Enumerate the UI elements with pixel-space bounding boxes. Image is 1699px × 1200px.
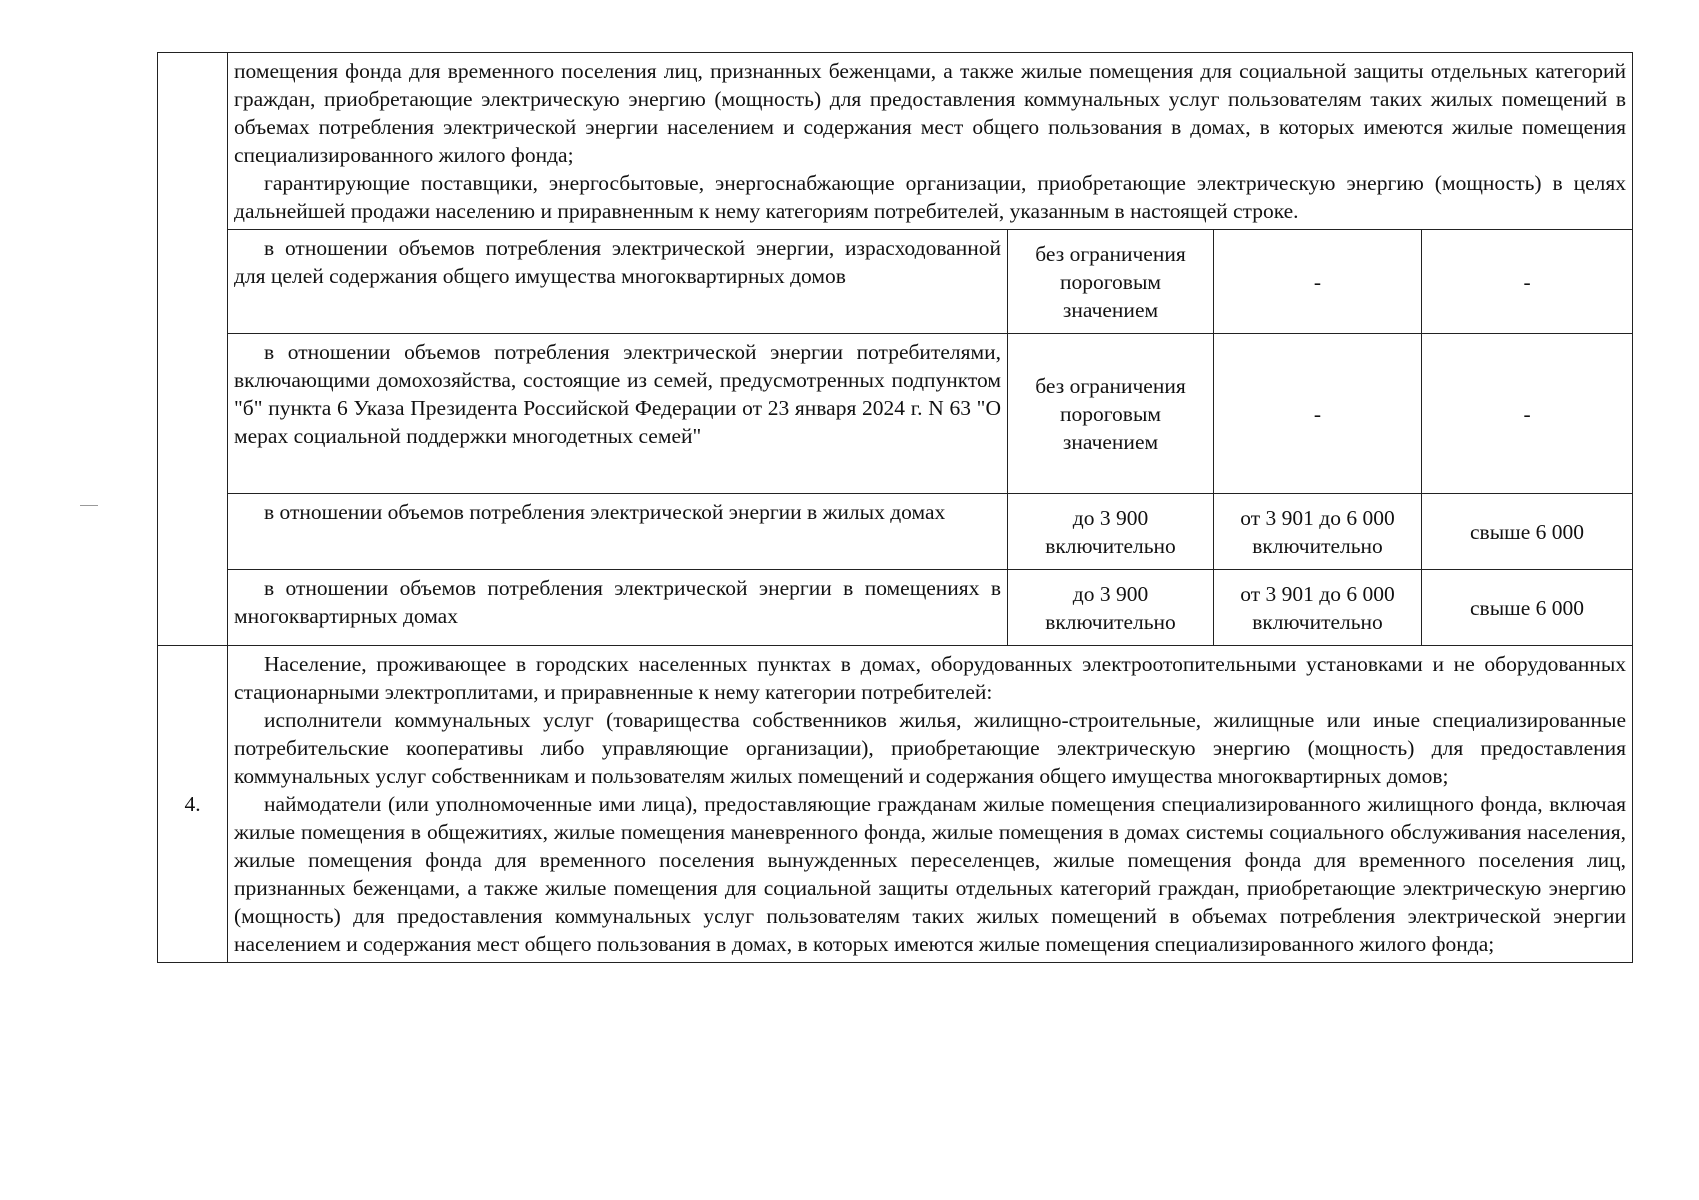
volume-description-cell: [228, 230, 1008, 334]
table-row-4: [158, 646, 1633, 963]
threshold-cell-3: свыше 6 000: [1422, 494, 1633, 570]
tariff-table: [157, 52, 1633, 963]
paragraph: наймодатели (или уполномоченные ими лица), предоставляющие гражданам жилые помещения специализированного жилищного фонда, включая жилые помещения в общежитиях, жилые помещения маневренного фонда, жилые помещения в домах системы социального обслуживания населения, жилые помещения фонда для временного поселения вынужденных переселенцев, жилые помещения фонда для временного поселения лиц, признанных беженцами, а также жилые помещения для социальной защиты отдельных категорий граждан, приобретающие электрическую энергию (мощность) для предоставления коммунальных услуг пользователям таких жилых помещений в объемах потребления электрической энергии населением и содержания мест общего пользования в домах, в которых имеются жилые помещения специализированного жилого фонда;: [234, 792, 1627, 956]
paragraph: в отношении объемов потребления электрической энергии потребителями, включающими домохозяйства, состоящие из семей, предусмотренных подпунктом "б" пункта 6 Указа Президента Российской Федерации от 23 января 2024 г. N 63 "О мерах социальной поддержки многодетных семей": [234, 340, 1001, 448]
table-row: [158, 494, 1633, 570]
table-row: [158, 230, 1633, 334]
threshold-cell-2: от 3 901 до 6 000 включительно: [1214, 570, 1422, 646]
paragraph: гарантирующие поставщики, энергосбытовые, энергоснабжающие организации, приобретающие электрическую энергию (мощность) в целях дальнейшей продажи населению и приравненным к нему категориям потребителей, указанным в настоящей строке.: [234, 171, 1627, 223]
threshold-cell-3: -: [1422, 334, 1633, 494]
threshold-cell-2: от 3 901 до 6 000 включительно: [1214, 494, 1422, 570]
category-description-cell: [228, 53, 1633, 230]
category-description-cell: [228, 646, 1633, 963]
threshold-cell-3: свыше 6 000: [1422, 570, 1633, 646]
paragraph: исполнители коммунальных услуг (товарищества собственников жилья, жилищно-строительные, жилищные или иные специализированные потребительские кооперативы либо управляющие организации), приобретающие электрическую энергию (мощность) для предоставления коммунальных услуг собственникам и пользователям жилых помещений и содержания общего имущества многоквартирных домов;: [234, 708, 1627, 788]
table-row: [158, 334, 1633, 494]
volume-description-cell: [228, 570, 1008, 646]
table-row-continued: [158, 53, 1633, 230]
paragraph: Население, проживающее в городских населенных пунктах в домах, оборудованных электроотопительными установками и не оборудованных стационарными электроплитами, и приравненные к нему категории потребителей:: [234, 652, 1627, 704]
threshold-cell-1: без ограничения пороговым значением: [1008, 334, 1214, 494]
paragraph: в отношении объемов потребления электрической энергии, израсходованной для целей содержания общего имущества многоквартирных домов: [234, 236, 1001, 288]
volume-description-cell: [228, 494, 1008, 570]
paragraph: в отношении объемов потребления электрической энергии в жилых домах: [264, 500, 946, 524]
threshold-cell-1: до 3 900 включительно: [1008, 494, 1214, 570]
margin-mark: [80, 505, 98, 506]
threshold-cell-2: -: [1214, 230, 1422, 334]
threshold-cell-3: -: [1422, 230, 1633, 334]
threshold-cell-2: -: [1214, 334, 1422, 494]
paragraph: в отношении объемов потребления электрической энергии в помещениях в многоквартирных домах: [234, 576, 1001, 628]
row-number-cell-empty: [158, 53, 228, 646]
paragraph: помещения фонда для временного поселения лиц, признанных беженцами, а также жилые помещения для социальной защиты отдельных категорий граждан, приобретающие электрическую энергию (мощность) для предоставления коммунальных услуг пользователям таких жилых помещений в объемах потребления электрической энергии населением и содержания мест общего пользования в домах, в которых имеются жилые помещения специализированного жилого фонда;: [234, 59, 1627, 167]
row-number-cell: 4.: [158, 646, 228, 963]
threshold-cell-1: до 3 900 включительно: [1008, 570, 1214, 646]
threshold-cell-1: без ограничения пороговым значением: [1008, 230, 1214, 334]
volume-description-cell: [228, 334, 1008, 494]
table-row: [158, 570, 1633, 646]
